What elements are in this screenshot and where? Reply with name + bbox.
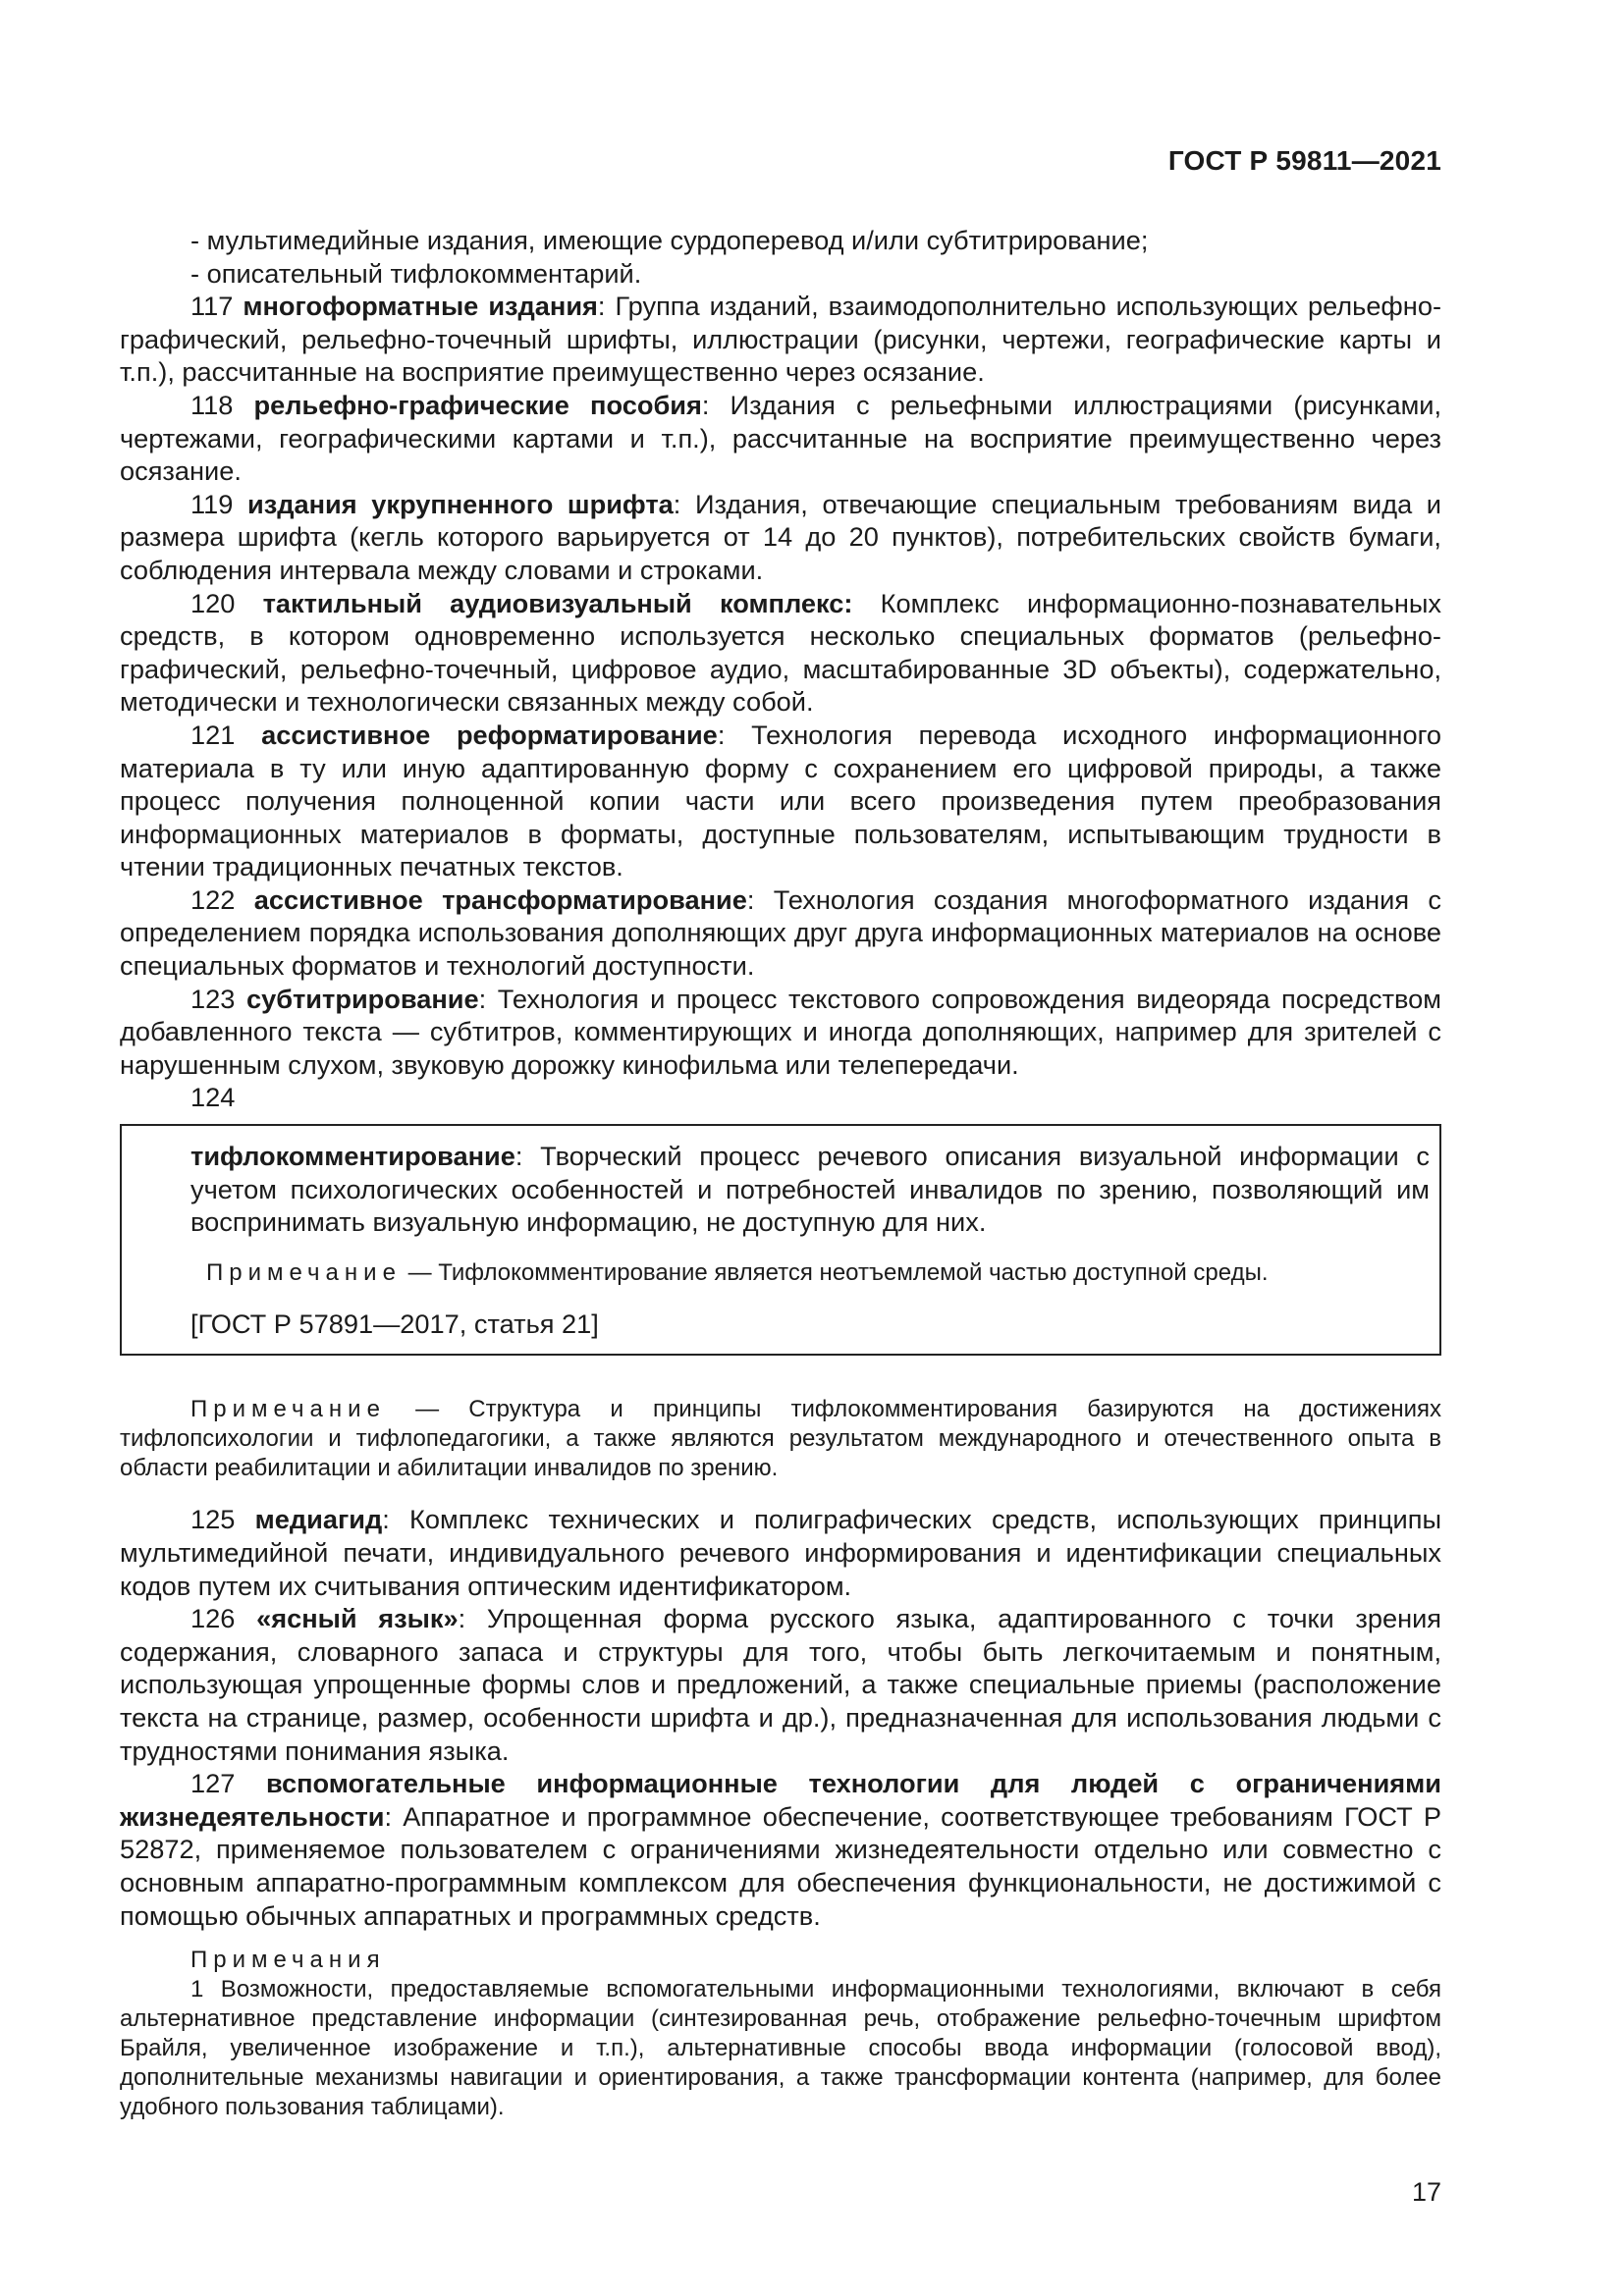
term-definition: : Группа изданий, взаимодополнительно использующих рельефно-графический, рельефно-точечный шрифты, иллюстрации (рисунки, чертежи, географические карты и т.п.), рассчитанные на восприятие преимущественно через осязание. — [120, 291, 1441, 388]
term-number: 122 — [190, 883, 236, 915]
term-number: 126 — [190, 1603, 236, 1634]
document-number: ГОСТ Р 59811—2021 — [1167, 145, 1441, 176]
box-note — [190, 1258, 1430, 1288]
term-definition: : Технология и процесс текстового сопровождения видеоряда посредством добавленного текста — субтитров, комментирующих и иногда дополняющих, например для зрителей с нарушенным слухом, звуковую дорожку кинофильма или телепередачи. — [120, 983, 1441, 1080]
note-text: — Структура и принципы тифлокомментирования базируются на достижениях тифлопсихологии и тифлопедагогики, а также являются результатом международного и отечественного опыта в области реабилитации и абилитации инвалидов по зрению. — [120, 1396, 1441, 1482]
term-definition: : Творческий процесс речевого описания визуальной информации с учетом психологических особенностей и потребностей инвалидов по зрению, позволяющий им воспринимать визуальную информацию, не доступную для них. — [190, 1141, 1430, 1238]
term-number: 119 — [190, 488, 234, 519]
term-number: 123 — [190, 983, 236, 1014]
term-title: ассистивное реформатирование — [261, 719, 718, 750]
document-body — [120, 224, 1441, 2122]
term-title: субтитрирование — [245, 983, 479, 1014]
term-title: вспомогательные информационные технологии для людей с ограничениями жизнедеятельности — [120, 1768, 1441, 1832]
term-127 — [120, 1767, 1441, 1932]
term-number: 120 — [190, 587, 236, 618]
term-119 — [120, 488, 1441, 587]
term-title: медиагид — [254, 1504, 383, 1535]
term-number: 127 — [190, 1768, 236, 1799]
term-definition: : Издания, отвечающие специальным требованиям вида и размера шрифта (кегль которого варьируется от 14 до 20 пунктов), потребительских свойств бумаги, соблюдения интервала между словами и строками. — [120, 488, 1441, 585]
term-definition: : Аппаратное и программное обеспечение, соответствующее требованиям ГОСТ Р 52872, применяемое пользователем с ограничениями жизнедеятельности отдельно или совместно с основным аппаратно-программным комплексом для обеспечения функциональности, не достижимой с помощью обычных аппаратных и программных средств. — [120, 1800, 1441, 1931]
term-title: «ясный язык» — [256, 1603, 459, 1634]
note-text: — Тифлокомментирование является неотъемлемой частью доступной среды. — [401, 1258, 1269, 1286]
list-item: - мультимедийные издания, имеющие сурдоперевод и/или субтитрирование; — [190, 225, 1149, 255]
page-number: 17 — [1411, 2177, 1441, 2207]
term-126 — [120, 1602, 1441, 1767]
list-item: - описательный тифлокомментарий. — [190, 257, 642, 289]
term-definition: : Издания с рельефными иллюстрациями (рисунками, чертежами, географическими картами и т.п.), рассчитанные на восприятие преимущественно через осязание. — [120, 389, 1441, 487]
borrowed-term-box — [120, 1124, 1441, 1356]
term-definition: : Технология создания многоформатного издания с определением порядка использования дополняющих друг друга информационных материалов на основе специальных форматов и технологий доступности. — [120, 883, 1441, 982]
term-definition: : Упрощенная форма русского языка, адаптированного с точки зрения содержания, словарного запаса и структуры для того, чтобы быть легкочитаемым и понятным, использующая упрощенные формы слов и предложений, а также специальные приемы (расположение текста на странице, размер, особенности шрифта и др.), предназначенная для использования людьми с трудностями понимания языка. — [120, 1603, 1441, 1766]
term-number: 121 — [190, 719, 236, 750]
term-118 — [120, 389, 1441, 488]
term-124 — [190, 1140, 1430, 1239]
term-number: 125 — [190, 1504, 236, 1535]
term-121 — [120, 719, 1441, 883]
notes-label — [120, 1946, 1441, 1975]
term-definition: : Комплекс технических и полиграфических средств, использующих принципы мультимедийной печати, индивидуального речевого информирования и идентификации специальных кодов путем их считывания оптическим идентификатором. — [120, 1504, 1441, 1601]
term-title: тифлокомментирование — [190, 1141, 515, 1172]
term-124-number: 124 — [190, 1082, 236, 1113]
term-120 — [120, 587, 1441, 719]
term-number: 117 — [190, 291, 234, 322]
term-title: рельефно-графические пособия — [253, 389, 702, 420]
note-label: Примечание — [206, 1258, 402, 1286]
term-title: многоформатные издания — [243, 291, 598, 322]
term-definition: Комплекс информационно-познавательных средств, в котором одновременно используется несколько специальных форматов (рельефно-графический, рельефно-точечный, цифровое аудио, масштабированные 3D объекты), содержательно, методически и технологически связанных между собой. — [120, 587, 1441, 718]
note-after-box — [120, 1395, 1441, 1483]
term-125 — [120, 1503, 1441, 1602]
source-reference: [ГОСТ Р 57891—2017, статья 21] — [190, 1308, 599, 1339]
term-122 — [120, 883, 1441, 983]
term-title: издания укрупненного шрифта — [246, 488, 674, 519]
term-title: ассистивное трансформатирование — [253, 883, 747, 915]
term-definition: : Технология перевода исходного информационного материала в ту или иную адаптированную форму с сохранением его цифровой природы, а также процесс получения полноценной копии части или всего произведения путем преобразования информационных материалов в форматы, доступные пользователям, испытывающим трудности в чтении традиционных печатных текстов. — [120, 719, 1442, 882]
term-number: 118 — [190, 389, 234, 420]
term-117 — [120, 290, 1441, 389]
term-123 — [120, 983, 1441, 1082]
note-item-1: 1 Возможности, предоставляемые вспомогательными информационными технологиями, включают в себя альтернативное представление информации (синтезированная речь, отображение рельефно-точечным шрифтом Брайля, увеличенное изображение и т.п.), альтернативные способы ввода информации (голосовой ввод), дополнительные механизмы навигации и ориентирования, а также трансформации контента (например, для более удобного пользования таблицами). — [120, 1976, 1441, 2121]
note-label: Примечание — [190, 1396, 386, 1423]
term-title: тактильный аудиовизуальный комплекс: — [262, 587, 853, 618]
note-label: Примечания — [190, 1947, 386, 1974]
